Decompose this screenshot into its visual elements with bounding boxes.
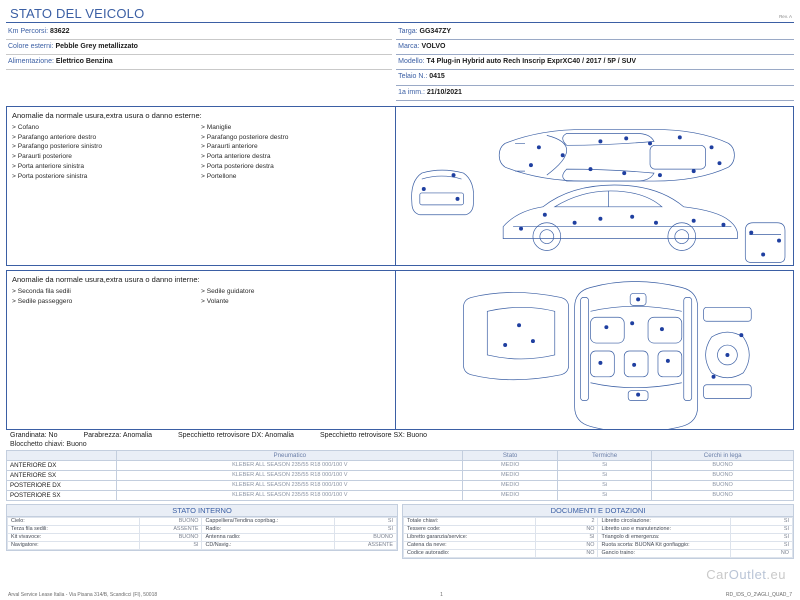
divider	[6, 69, 392, 70]
revision-label: Rev. A	[779, 14, 792, 19]
info-label: Modello:	[398, 58, 425, 66]
info-row	[6, 26, 392, 38]
interior-diagram	[396, 271, 793, 429]
watermark-part-a: Car	[706, 567, 729, 582]
list-item: > Seconda fila sedili	[12, 287, 201, 297]
col-rims: Cerchi in lega	[652, 450, 794, 460]
list-item: > Maniglie	[201, 123, 390, 133]
vehicle-info-section	[6, 26, 794, 102]
table-row: ANTERIORE SX KLEBER ALL SEASON 235/55 R18 000/100 V MEDIO Si BUONO	[7, 470, 794, 480]
list-item: > Parafango posteriore sinistro	[12, 142, 201, 152]
info-label: Targa:	[398, 28, 418, 35]
table-row: Codice autoradio: NO Gancio traino: NO	[404, 549, 793, 557]
interior-status-title: STATO INTERNO	[6, 504, 398, 517]
info-label: Km Percorsi:	[8, 28, 49, 35]
list-item: > Porta anteriore sinistra	[12, 162, 201, 172]
list-item: > Paraurti posteriore	[12, 152, 201, 162]
col-position	[7, 450, 117, 460]
vehicle-info-right	[392, 26, 794, 102]
info-value: Elettrico Benzina	[55, 58, 113, 66]
internal-damage-panel	[6, 270, 794, 430]
internal-damage-list	[7, 271, 396, 429]
external-damage-col1	[12, 123, 201, 182]
key-block-status: Blocchetto chiavi: Buono	[10, 440, 87, 448]
exterior-diagram	[396, 107, 793, 265]
info-row	[396, 71, 794, 83]
external-damage-panel	[6, 106, 794, 266]
table-row: POSTERIORE DX KLEBER ALL SEASON 235/55 R18 000/100 V MEDIO Si BUONO	[7, 480, 794, 490]
info-value: 0415	[429, 73, 445, 81]
info-value: 21/10/2021	[426, 88, 462, 96]
info-value: Pebble Grey metallizzato	[55, 43, 138, 51]
table-row: Totale chiavi: 2 Libretto circolazione: SI	[404, 517, 793, 525]
info-label: Colore esterni:	[8, 43, 54, 51]
title-divider	[6, 22, 794, 23]
external-damage-list	[7, 107, 396, 265]
info-value: VOLVO	[421, 43, 446, 51]
external-damage-heading: Anomalie da normale usura,extra usura o danno esterne:	[12, 110, 202, 120]
list-item: > Porta posteriore destra	[201, 162, 390, 172]
mirror-left-status: Specchietto retrovisore SX: Buono	[319, 431, 427, 439]
watermark-part-c: .eu	[766, 567, 786, 582]
table-row: Navigatore: SI CD/Navig.: ASSENTE	[8, 541, 397, 549]
footer-company: Arval Service Lease Italia - Via Pisana 314/B, Scandicci (FI), 50018	[8, 592, 158, 598]
internal-damage-col1	[12, 287, 201, 307]
table-row: Terza fila sedili: ASSENTE Radio: SI	[8, 525, 397, 533]
info-row	[396, 56, 794, 68]
page-title: STATO DEL VEICOLO	[10, 6, 145, 21]
table-row: POSTERIORE SX KLEBER ALL SEASON 235/55 R18 000/100 V MEDIO Si BUONO	[7, 490, 794, 500]
watermark	[706, 567, 786, 582]
mirror-right-status: Specchietto retrovisore DX: Anomalia	[178, 431, 294, 439]
divider	[396, 100, 794, 101]
table-row: Kit vivavoce: BUONO Antenna radio: BUONO	[8, 533, 397, 541]
info-row	[396, 41, 794, 53]
info-label: Telaio N.:	[398, 73, 428, 81]
info-label: Marca:	[398, 43, 420, 51]
divider	[396, 69, 794, 70]
documents-table	[402, 504, 794, 559]
col-thermal: Termiche	[557, 450, 651, 460]
general-status-row	[6, 430, 794, 441]
divider	[396, 39, 794, 40]
table-row: Libretto garanzia/service: SI Triangolo di emergenza: SI	[404, 533, 793, 541]
col-tyre: Pneumatico	[117, 450, 463, 460]
info-row	[396, 87, 794, 99]
info-row	[6, 41, 392, 53]
list-item: > Parafango posteriore destro	[201, 133, 390, 143]
internal-damage-col2	[201, 287, 390, 307]
external-damage-col2	[201, 123, 390, 182]
internal-damage-heading: Anomalie da normale usura,extra usura o danno interne:	[12, 274, 200, 284]
list-item: > Paraurti anteriore	[201, 142, 390, 152]
list-item: > Portellone	[201, 172, 390, 182]
documents-title: DOCUMENTI E DOTAZIONI	[402, 504, 794, 517]
col-state: Stato	[463, 450, 557, 460]
tyres-table	[6, 450, 794, 501]
divider	[396, 54, 794, 55]
bottom-section	[6, 504, 794, 559]
interior-status-table	[6, 504, 398, 559]
divider	[6, 39, 392, 40]
footer-reference: RD_\DS_O_2\AGLI_QUAD_7	[725, 592, 792, 598]
table-header-row	[7, 450, 794, 460]
table-row: ANTERIORE DX KLEBER ALL SEASON 235/55 R18 000/100 V MEDIO Si BUONO	[7, 460, 794, 470]
divider	[396, 85, 794, 86]
info-value: T4 Plug-in Hybrid auto Rech Inscrip ExprXC40 / 2017 / 5P / SUV	[426, 58, 637, 66]
table-row: Cielo: BUONO Cappelliera/Tendina copribag.: SI	[8, 517, 397, 525]
hail-status: Grandinata: No	[10, 431, 58, 439]
info-row	[6, 56, 392, 68]
page-footer	[0, 592, 800, 598]
info-label: Alimentazione:	[8, 58, 54, 66]
list-item: > Porta posteriore sinistra	[12, 172, 201, 182]
info-value: 83622	[50, 28, 70, 35]
info-row	[396, 26, 794, 38]
vehicle-info-left	[6, 26, 392, 102]
divider	[6, 54, 392, 55]
table-row: Catena da neve: NO Ruota scorta: BUONA Kit gonfiaggio: SI	[404, 541, 793, 549]
list-item: > Cofano	[12, 123, 201, 133]
windscreen-status: Parabrezza: Anomalia	[83, 431, 152, 439]
list-item: > Volante	[201, 297, 390, 307]
watermark-part-b: Outlet	[728, 567, 767, 582]
footer-page-number: 1	[440, 592, 443, 598]
list-item: > Sedile passeggero	[12, 297, 201, 307]
document-header	[6, 4, 794, 22]
list-item: > Porta anteriore destra	[201, 152, 390, 162]
list-item: > Sedile guidatore	[201, 287, 390, 297]
table-row: Tessere code: NO Libretto uso e manutenzione: SI	[404, 525, 793, 533]
info-label: 1a imm.:	[398, 88, 425, 96]
info-value: GG347ZY	[419, 28, 452, 35]
list-item: > Parafango anteriore destro	[12, 133, 201, 143]
